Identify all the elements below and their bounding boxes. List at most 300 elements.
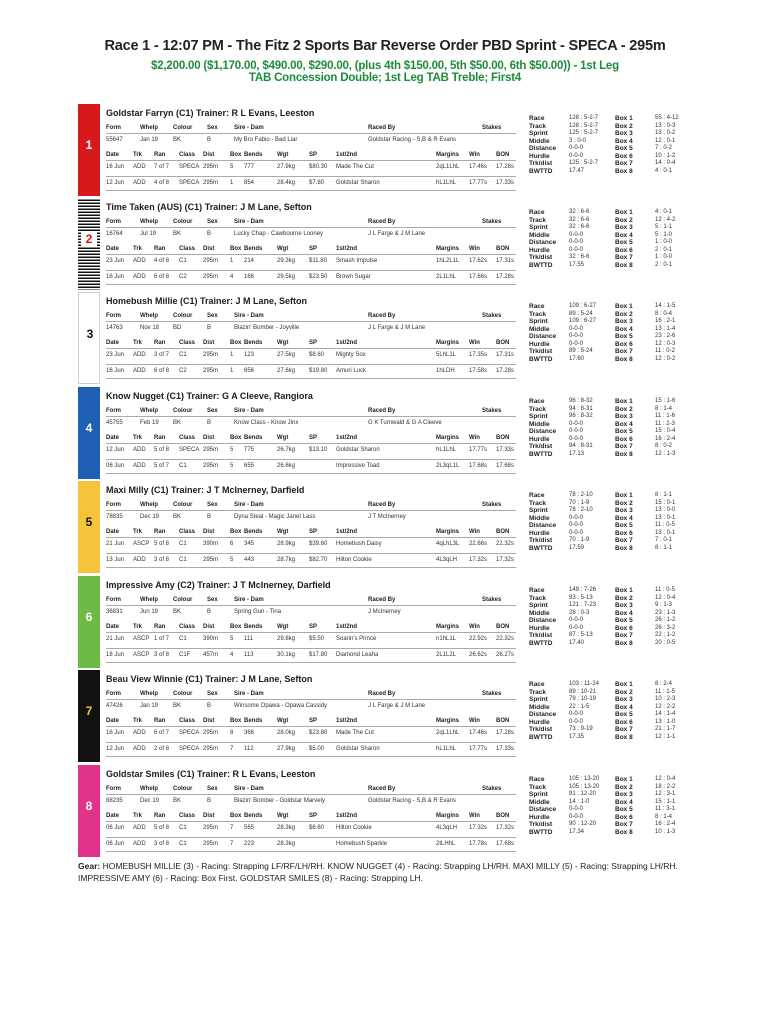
header-first-second: 1st/2nd — [336, 435, 358, 441]
race-trk: ADD — [133, 258, 146, 264]
box-value: 4 : 0-1 — [655, 167, 673, 174]
gear-label: Gear: — [78, 861, 101, 871]
race-bon: 17.33s — [496, 447, 515, 453]
box-value: 2 : 0-1 — [655, 261, 673, 268]
header-sex: Sex — [207, 125, 218, 131]
box-label: Box 2 — [615, 405, 633, 413]
race-first-second: Homebush Daisy — [336, 541, 382, 547]
runner-details — [106, 292, 516, 384]
box-value: 21 : 1-7 — [655, 726, 676, 732]
stat-label: Middle — [529, 514, 550, 522]
stat-label: Sprint — [529, 130, 548, 137]
race-bends: 366 — [244, 730, 255, 736]
stat-label: BWTTD — [529, 261, 553, 269]
race-trk: ASCP — [133, 652, 150, 658]
box-value: 10 : 1-2 — [655, 152, 676, 159]
stat-value: 0-0-0 — [569, 624, 584, 631]
box-value: 15 : 1-1 — [655, 798, 676, 805]
box-label: Box 7 — [615, 726, 633, 733]
stat-label: Middle — [529, 137, 550, 145]
runner-name: Goldstar Smiles (C1) — [106, 769, 195, 779]
header-first-second: 1st/2nd — [336, 529, 358, 535]
row-divider — [106, 348, 516, 349]
stat-value: 0-0-0 — [569, 428, 584, 434]
header-stakes: Stakes — [482, 219, 502, 225]
runner-details — [106, 481, 516, 573]
box-value: 12 : 1-1 — [655, 733, 676, 740]
stat-value: 32 : 6-6 — [569, 224, 590, 230]
race-bon: 17.32s — [496, 825, 515, 831]
race-dist: 295m — [203, 841, 219, 847]
runner-colour: BK — [173, 703, 182, 709]
row-divider — [106, 699, 516, 700]
header-whelp: Whelp — [140, 125, 158, 131]
row-divider — [106, 662, 516, 663]
stat-value: 17.35 — [569, 733, 585, 740]
header-box: Box — [230, 529, 242, 535]
stat-value: 17.13 — [569, 450, 585, 457]
box-value: 26 : 3-2 — [655, 624, 676, 631]
race-win: 22.92s — [469, 636, 488, 642]
header-first-second: 1st/2nd — [336, 246, 358, 252]
race-win: 17.32s — [469, 825, 488, 831]
stat-label: Sprint — [529, 224, 548, 231]
box-label: Box 8 — [615, 544, 633, 552]
race-class: C1 — [179, 463, 187, 469]
runner-name: Goldstar Farryn (C1) — [106, 108, 194, 118]
race-wgt: 29.5kg — [277, 274, 296, 280]
saddle-cloth — [78, 198, 100, 290]
box-value: 11 : 2-3 — [655, 420, 675, 427]
race-win: 17.78s — [469, 841, 488, 847]
runner-form: 88235 — [106, 798, 123, 804]
stat-label: Middle — [529, 420, 550, 428]
race-wgt: 27.5kg — [277, 352, 296, 358]
header-sire-dam: Sire - Dam — [234, 502, 264, 508]
stat-label: Middle — [529, 798, 550, 806]
box-label: Box 8 — [615, 733, 633, 741]
header-margins: Margins — [436, 718, 460, 724]
stat-label: Race — [529, 587, 545, 594]
header-sire-dam: Sire - Dam — [234, 597, 264, 603]
row-divider — [106, 473, 516, 474]
stat-value: 22 : 1-5 — [569, 703, 590, 710]
stat-label: Trk/dist — [529, 254, 553, 261]
header-date: Date — [106, 718, 120, 724]
header-wgt: Wgt — [277, 340, 289, 346]
header-trk: Trk — [133, 718, 143, 724]
header-class: Class — [179, 529, 196, 535]
runner-block — [78, 387, 692, 479]
race-sp: $7.80 — [309, 180, 325, 186]
header-sire-dam: Sire - Dam — [234, 786, 264, 792]
stat-value: 128 : 5-2-7 — [569, 122, 599, 129]
header-trk: Trk — [133, 435, 143, 441]
header-dist: Dist — [203, 152, 215, 158]
row-divider — [106, 270, 516, 271]
runner-raced-by: J L Farge & J M Lane — [368, 325, 426, 331]
runner-name-line — [106, 769, 315, 779]
header-sex: Sex — [207, 691, 218, 697]
race-wgt: 28.0kg — [277, 730, 296, 736]
race-first-second: Brown Sugar — [336, 274, 371, 280]
runner-sire-dam: Know Class - Know Jinx — [234, 420, 299, 426]
box-value: 10 : 2-3 — [655, 696, 676, 702]
race-ran: 6 of 7 — [154, 730, 170, 736]
header-trk: Trk — [133, 529, 143, 535]
saddle-number: 7 — [85, 704, 93, 718]
stat-label: Distance — [529, 617, 557, 624]
race-date: 23 Jun — [106, 258, 125, 264]
header-class: Class — [179, 152, 196, 158]
stat-label: Trk/dist — [529, 726, 553, 733]
box-label: Box 1 — [615, 115, 633, 122]
race-sp: $13.10 — [309, 447, 328, 453]
race-margins: 2L1LhL — [436, 274, 457, 280]
row-divider — [106, 443, 516, 444]
box-label: Box 2 — [615, 499, 633, 507]
stat-label: Track — [529, 405, 546, 413]
box-value: 11 : 0-2 — [655, 348, 675, 354]
stat-label: Trk/dist — [529, 537, 553, 544]
race-bon: 22.32s — [496, 541, 515, 547]
race-ran: 5 of 8 — [154, 541, 170, 547]
box-value: 15 : 1-6 — [655, 398, 676, 404]
header-box: Box — [230, 152, 242, 158]
header-form: Form — [106, 219, 121, 225]
header-date: Date — [106, 340, 120, 346]
stat-label: Race — [529, 492, 545, 499]
race-bends: 777 — [244, 164, 255, 170]
header-wgt: Wgt — [277, 718, 289, 724]
box-label: Box 1 — [615, 209, 633, 216]
header-whelp: Whelp — [140, 691, 158, 697]
race-bon: 17.33s — [496, 746, 515, 752]
box-label: Box 5 — [615, 617, 633, 624]
saddle-cloth — [78, 481, 100, 573]
box-label: Box 4 — [615, 514, 633, 522]
header-class: Class — [179, 813, 196, 819]
stat-value: 73 : 9-19 — [569, 726, 593, 732]
stat-value: 121 : 7-23 — [569, 602, 597, 608]
box-value: 4 : 0-1 — [655, 209, 673, 215]
race-box: 1 — [230, 258, 234, 264]
stat-label: Trk/dist — [529, 443, 553, 450]
race-win: 17.66s — [469, 274, 488, 280]
header-ran: Ran — [154, 813, 166, 819]
stat-value: 3 : 0-0 — [569, 137, 587, 144]
box-value: 12 : 2-2 — [655, 703, 676, 710]
race-bon: 22.32s — [496, 636, 515, 642]
box-value: 13 : 0-2 — [655, 130, 676, 136]
header-whelp: Whelp — [140, 597, 158, 603]
box-label: Box 2 — [615, 783, 633, 791]
stat-value: 0-0-0 — [569, 246, 584, 253]
race-bends: 775 — [244, 447, 255, 453]
race-date: 21 Jun — [106, 636, 125, 642]
stat-value: 32 : 6-6 — [569, 254, 590, 260]
box-label: Box 7 — [615, 821, 633, 828]
box-label: Box 5 — [615, 711, 633, 718]
box-value: 11 : 1-6 — [655, 413, 675, 419]
header-whelp: Whelp — [140, 786, 158, 792]
stat-value: 96 : 8-32 — [569, 413, 593, 419]
runner-sex: B — [207, 420, 212, 426]
race-trk: ADD — [133, 368, 146, 374]
stat-label: Trk/dist — [529, 632, 553, 639]
header-dist: Dist — [203, 435, 215, 441]
box-label: Box 4 — [615, 325, 633, 333]
stat-value: 149 : 7-26 — [569, 587, 597, 593]
race-margins: n1hL1L — [436, 636, 457, 642]
race-margins: 2tLHhL — [436, 841, 456, 847]
runner-raced-by: Goldstar Racing - S,B & R Evans — [368, 798, 457, 804]
box-value: 12 : 0-2 — [655, 355, 676, 362]
header-dist: Dist — [203, 624, 215, 630]
header-whelp: Whelp — [140, 502, 158, 508]
race-ran: 3 of 8 — [154, 557, 170, 563]
box-label: Box 6 — [615, 340, 633, 348]
stat-value: 89 : 5-24 — [569, 310, 593, 317]
runner-form: 47426 — [106, 703, 123, 709]
race-wgt: 30.1kg — [277, 652, 296, 658]
box-label: Box 4 — [615, 420, 633, 428]
runner-sire-dam: Dyna Steal - Magic Janet Lass — [234, 514, 316, 520]
race-first-second: Impressive Toad — [336, 463, 380, 469]
race-trk: ADD — [133, 274, 146, 280]
race-wgt: 26.6kg — [277, 463, 296, 469]
race-bends: 123 — [244, 352, 255, 358]
box-label: Box 5 — [615, 522, 633, 529]
runner-block — [78, 104, 692, 196]
stat-label: Distance — [529, 333, 557, 340]
race-trk: ADD — [133, 352, 146, 358]
box-value: 8 : 1-4 — [655, 405, 673, 412]
runner-trainer: Trainer: J M Lane, Sefton — [204, 202, 312, 212]
race-wgt: 28.7kg — [277, 557, 296, 563]
box-label: Box 1 — [615, 303, 633, 310]
row-divider — [106, 851, 516, 852]
race-dist: 295m — [203, 447, 219, 453]
runner-whelp: Dec 19 — [140, 798, 160, 804]
box-label: Box 3 — [615, 224, 633, 231]
header-box: Box — [230, 718, 242, 724]
runner-name-line — [106, 202, 312, 212]
saddle-number: 3 — [86, 327, 94, 341]
box-value: 8 : 0-4 — [655, 310, 673, 317]
box-value: 8 : 1-4 — [655, 813, 673, 820]
stat-label: Track — [529, 216, 546, 224]
race-bon: 17.32s — [496, 557, 515, 563]
header-sp: SP — [309, 529, 318, 535]
header-date: Date — [106, 813, 120, 819]
stat-label: Distance — [529, 145, 557, 152]
race-first-second: Diamond Leaha — [336, 652, 379, 658]
stat-value: 105 : 13-20 — [569, 776, 600, 782]
stat-label: Race — [529, 115, 545, 122]
runner-trainer: Trainer: R L Evans, Leeston — [197, 769, 316, 779]
header-form: Form — [106, 597, 121, 603]
box-label: Box 3 — [615, 696, 633, 703]
stat-value: 0-0-0 — [569, 420, 584, 427]
runner-sex: B — [207, 325, 212, 331]
box-value: 13 : 0-1 — [655, 529, 676, 536]
header-bends: Bends — [244, 624, 263, 630]
race-trk: ADD — [133, 841, 146, 847]
stat-label: Middle — [529, 609, 550, 617]
prize-line-1: $2,200.00 ($1,170.00, $490.00, $290.00, (plus 4th $150.00, 5th $50.00, 6th $50.00)) - 1st Leg — [151, 60, 619, 72]
race-bon: 26.27s — [496, 652, 515, 658]
header-trk: Trk — [133, 813, 143, 819]
race-sp: $80.30 — [309, 164, 328, 170]
runner-name: Impressive Amy (C2) — [106, 580, 195, 590]
race-trk: ASCP — [133, 541, 150, 547]
header-stakes: Stakes — [482, 125, 502, 131]
box-label: Box 6 — [615, 624, 633, 632]
row-divider — [106, 321, 516, 322]
runner-sire-dam: Winsome Opawa - Opawa Cassidy — [234, 703, 328, 709]
runner-block — [78, 481, 692, 573]
runner-details — [106, 576, 516, 668]
race-ran: 1 of 7 — [154, 636, 170, 642]
header-margins: Margins — [436, 246, 460, 252]
stat-value: 93 : 5-13 — [569, 594, 593, 601]
header-bon: BON — [496, 435, 510, 441]
header-colour: Colour — [173, 219, 193, 225]
box-value: 12 : 3-1 — [655, 791, 676, 797]
race-sp: $19.80 — [309, 368, 328, 374]
header-date: Date — [106, 152, 120, 158]
header-trk: Trk — [133, 246, 143, 252]
header-raced-by: Raced By — [368, 691, 396, 697]
row-divider — [106, 553, 516, 554]
stat-label: Hurdle — [529, 152, 550, 160]
stat-value: 78 : 2-10 — [569, 492, 593, 498]
header-wgt: Wgt — [277, 624, 289, 630]
stat-label: Middle — [529, 231, 550, 239]
header-box: Box — [230, 246, 242, 252]
race-dist: 295m — [203, 164, 219, 170]
race-bon: 17.31s — [496, 258, 515, 264]
header-class: Class — [179, 718, 196, 724]
box-label: Box 8 — [615, 261, 633, 269]
race-ran: 4 of 8 — [154, 258, 170, 264]
stat-value: 0-0-0 — [569, 333, 584, 339]
race-dist: 457m — [203, 652, 219, 658]
stat-label: Trk/dist — [529, 348, 553, 355]
stat-value: 0-0-0 — [569, 435, 584, 442]
header-sp: SP — [309, 340, 318, 346]
header-margins: Margins — [436, 435, 460, 441]
box-value: 14 : 0-4 — [655, 160, 676, 166]
stat-value: 17.40 — [569, 639, 585, 646]
header-dist: Dist — [203, 813, 215, 819]
header-ran: Ran — [154, 340, 166, 346]
race-margins: 2qL1LhL — [436, 164, 460, 170]
race-bon: 17.28s — [496, 164, 515, 170]
box-label: Box 3 — [615, 791, 633, 798]
race-first-second: Goldstar Sharon — [336, 746, 380, 752]
race-trk: ADD — [133, 746, 146, 752]
race-wgt: 28.3kg — [277, 825, 296, 831]
race-bon: 17.68s — [496, 463, 515, 469]
race-wgt: 28.3kg — [277, 841, 296, 847]
header-dist: Dist — [203, 340, 215, 346]
header-form: Form — [106, 502, 121, 508]
stat-value: 32 : 6-6 — [569, 209, 590, 215]
race-margins: 2L1L2L — [436, 652, 457, 658]
runner-colour: BK — [173, 609, 182, 615]
stat-label: BWTTD — [529, 828, 553, 836]
box-value: 12 : 1-3 — [655, 450, 676, 457]
header-bends: Bends — [244, 529, 263, 535]
row-divider — [106, 176, 516, 177]
header-bends: Bends — [244, 340, 263, 346]
race-box: 1 — [230, 352, 234, 358]
race-dist: 295m — [203, 368, 219, 374]
race-win: 17.77s — [469, 447, 488, 453]
box-label: Box 7 — [615, 254, 633, 261]
box-value: 11 : 0-5 — [655, 587, 675, 593]
header-raced-by: Raced By — [368, 786, 396, 792]
header-trk: Trk — [133, 624, 143, 630]
race-win: 17.46s — [469, 730, 488, 736]
row-divider — [106, 632, 516, 633]
race-ran: 7 of 7 — [154, 164, 170, 170]
header-form: Form — [106, 125, 121, 131]
race-class: SPECA — [179, 746, 200, 752]
race-class: SPECA — [179, 164, 200, 170]
box-value: 7 : 0-2 — [655, 145, 673, 151]
box-value: 26 : 1-2 — [655, 617, 676, 623]
stat-label: BWTTD — [529, 450, 553, 458]
runner-sire-dam: Blazin' Bomber - Goldstar Marvely — [234, 798, 325, 804]
race-wgt: 29.8kg — [277, 636, 296, 642]
box-value: 13 : 0-1 — [655, 514, 676, 521]
header-stakes: Stakes — [482, 691, 502, 697]
row-divider — [106, 794, 516, 795]
box-value: 11 : 0-5 — [655, 522, 675, 528]
box-label: Box 6 — [615, 718, 633, 726]
runner-form: 36831 — [106, 609, 123, 615]
stat-value: 105 : 13-20 — [569, 783, 600, 790]
runner-trainer: Trainer: J T McInerney, Darfield — [171, 485, 305, 495]
race-bon: 17.28s — [496, 274, 515, 280]
header-sex: Sex — [207, 219, 218, 225]
stat-value: 17.47 — [569, 167, 585, 174]
box-label: Box 1 — [615, 492, 633, 499]
stat-label: Sprint — [529, 318, 548, 325]
race-bends: 656 — [244, 368, 255, 374]
stat-label: Race — [529, 398, 545, 405]
stat-value: 109 : 6-27 — [569, 318, 597, 324]
race-ran: 6 of 8 — [154, 368, 170, 374]
row-divider — [106, 756, 516, 757]
gear-text: HOMEBUSH MILLIE (3) - Racing: Strapping LF/RF/LH/RH. KNOW NUGGET (4) - Racing: Strapping LH/RH. MAXI MILLY (5) - Racing: Strapping LH/RH. IMPRESSIVE AMY (6) - Racing: Box First. GOLDSTAR SMILES (8) - Racing: Strapping LH. — [78, 861, 678, 883]
race-date: 23 Jun — [106, 352, 125, 358]
race-wgt: 29.3kg — [277, 258, 296, 264]
runner-sex: B — [207, 137, 212, 143]
stat-label: Sprint — [529, 413, 548, 420]
stat-label: BWTTD — [529, 733, 553, 741]
box-value: 13 : 1-4 — [655, 325, 676, 332]
stat-label: Distance — [529, 428, 557, 435]
stat-label: Track — [529, 594, 546, 602]
stat-label: Middle — [529, 325, 550, 333]
header-first-second: 1st/2nd — [336, 718, 358, 724]
box-label: Box 6 — [615, 813, 633, 821]
stat-label: Sprint — [529, 696, 548, 703]
